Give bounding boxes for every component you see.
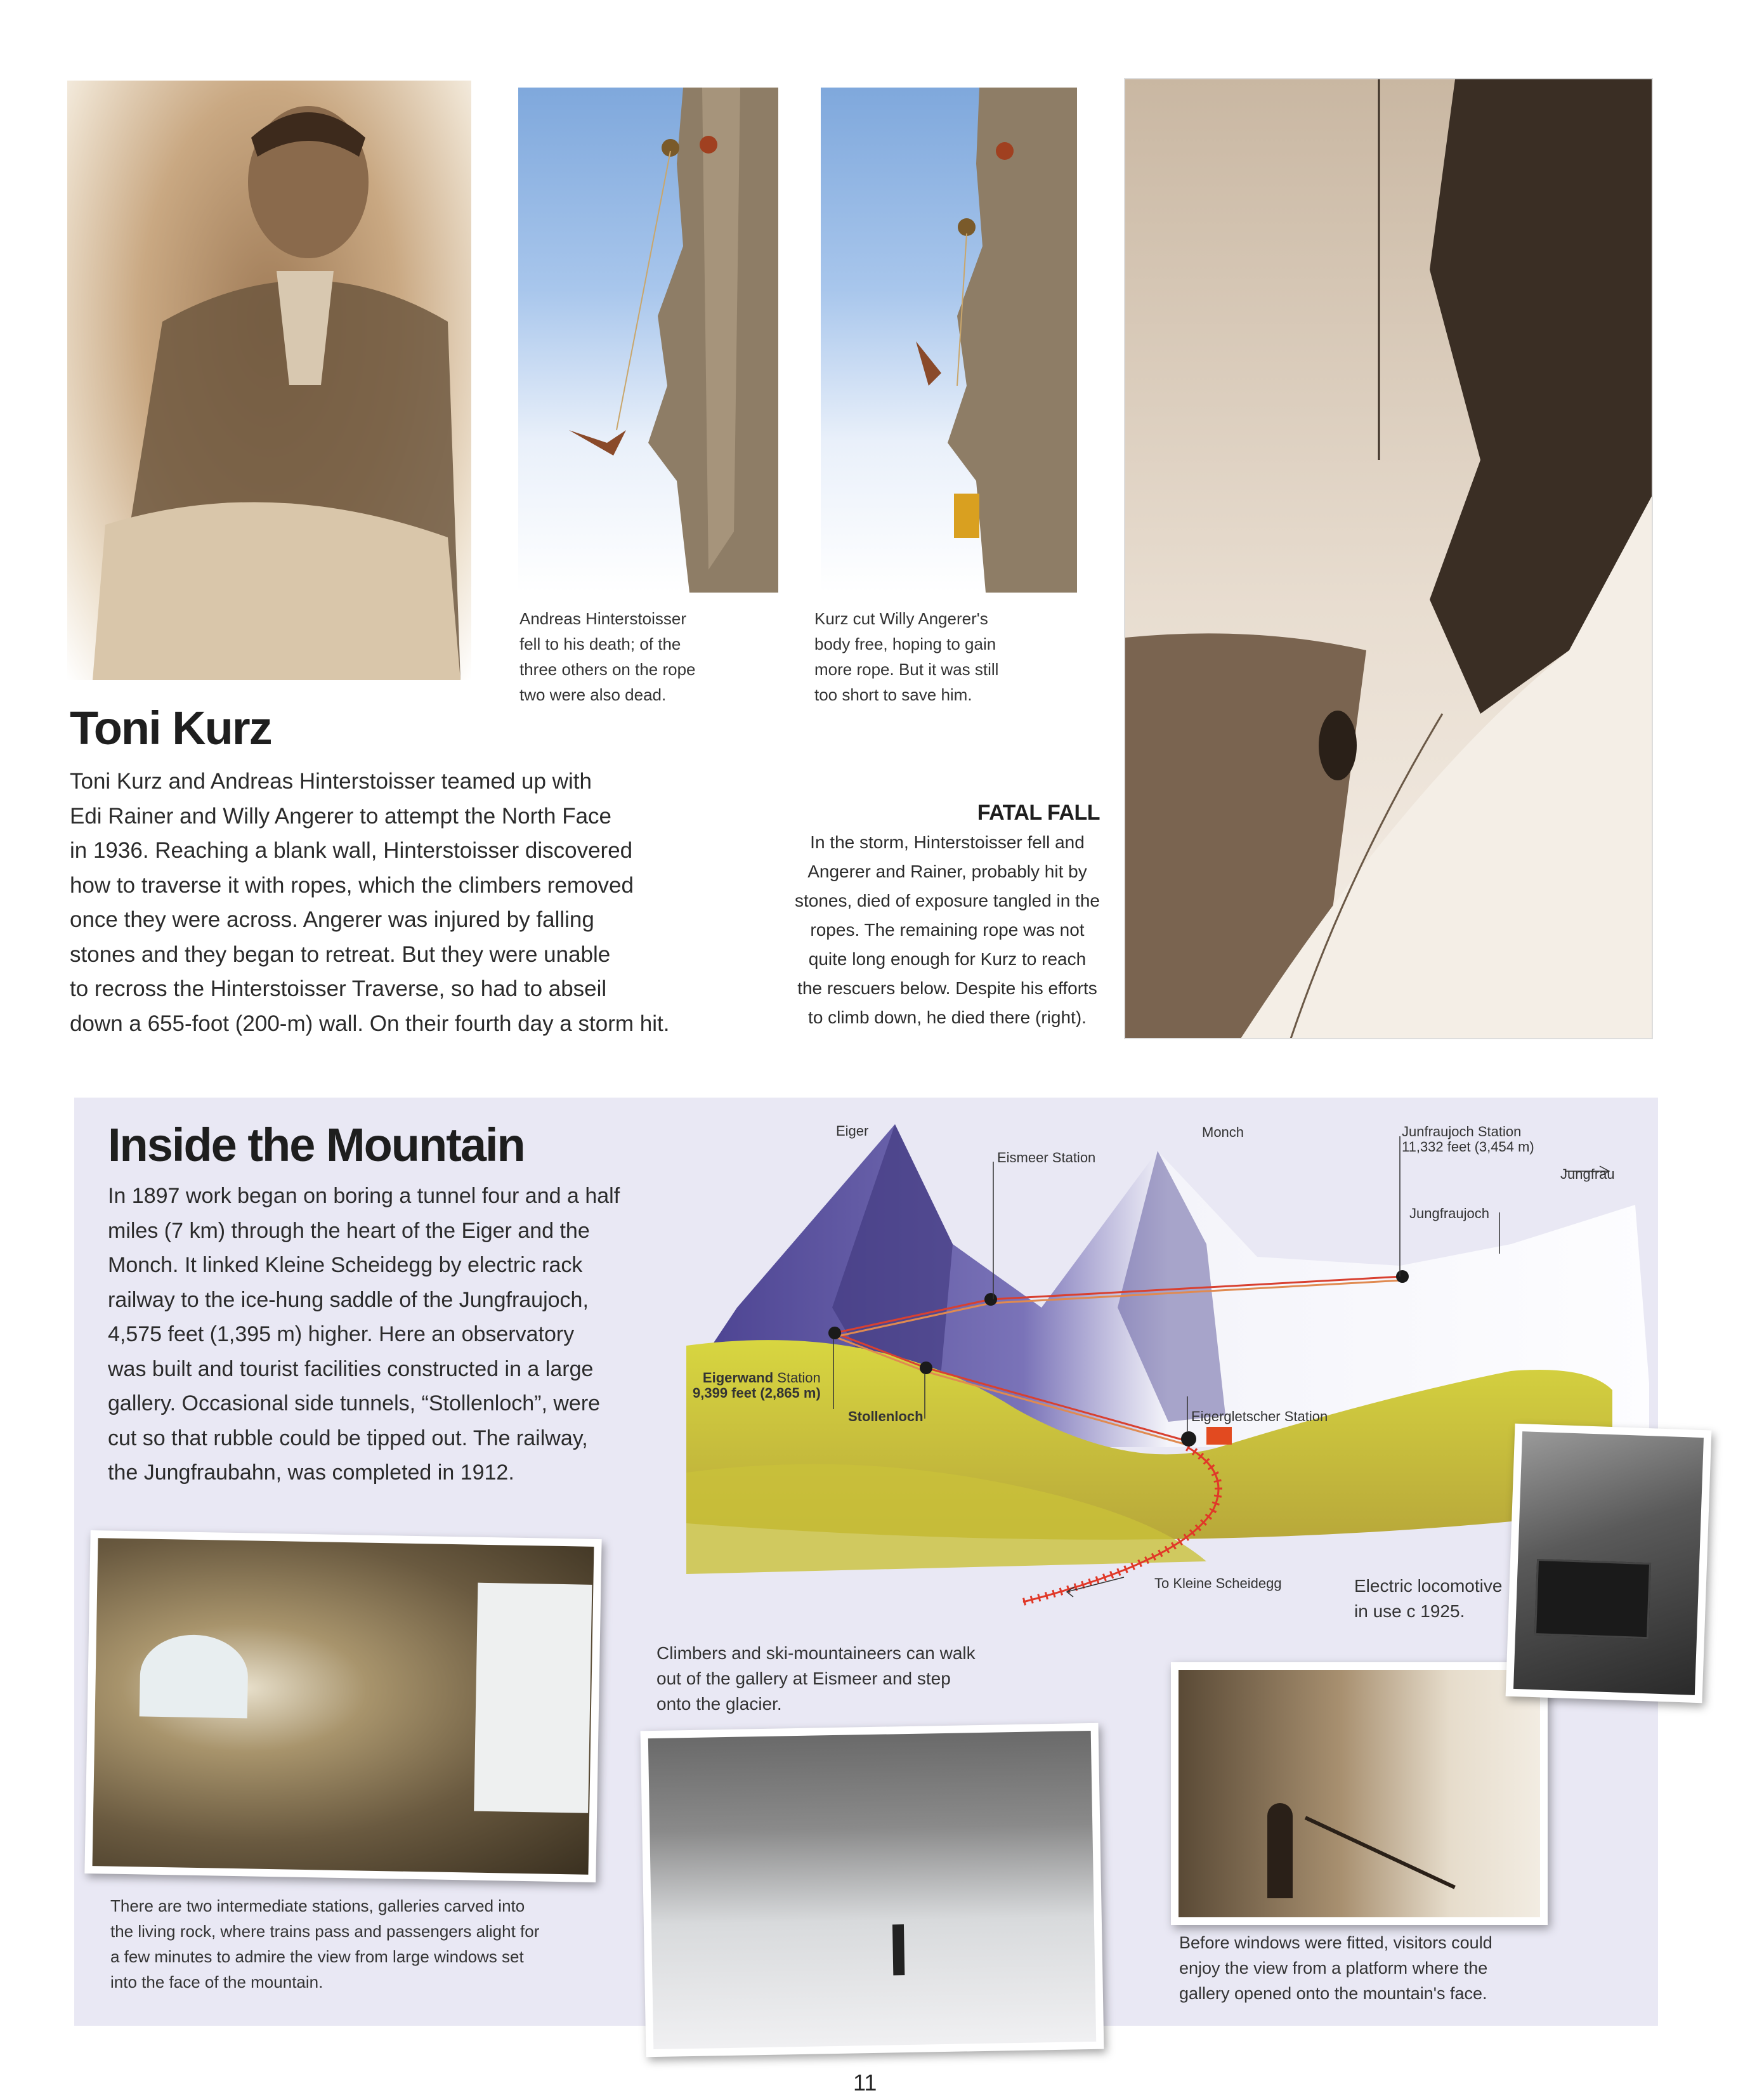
text-line: gallery. Occasional side tunnels, “Stollenloch”, were bbox=[108, 1391, 601, 1415]
text-line: ropes. The remaining rope was not bbox=[810, 920, 1085, 940]
hinterstoisser-fall-illustration bbox=[518, 88, 778, 593]
text-line: stones, died of exposure tangled in the bbox=[794, 891, 1100, 910]
toni-kurz-body bbox=[70, 765, 669, 1041]
text-line: was built and tourist facilities constructed in a large bbox=[108, 1356, 594, 1381]
text-line: too short to save him. bbox=[814, 685, 972, 704]
tunnel-gallery-photo bbox=[84, 1530, 601, 1882]
label-eiger: Eiger bbox=[836, 1123, 869, 1139]
label-to-kleine-scheidegg: To Kleine Scheidegg bbox=[1154, 1575, 1282, 1591]
text-line: a few minutes to admire the view from large windows set bbox=[110, 1947, 524, 1966]
text-line: Kurz cut Willy Angerer's bbox=[814, 609, 988, 628]
text-line: to climb down, he died there (right). bbox=[808, 1007, 1087, 1027]
jungfraubahn-diagram bbox=[686, 1117, 1649, 1615]
text-line: miles (7 km) through the heart of the Eiger and the bbox=[108, 1218, 590, 1243]
text-line: once they were across. Angerer was injured by falling bbox=[70, 907, 594, 932]
label-eigerwand-station-word: Station bbox=[777, 1370, 821, 1386]
label-jungfraujoch-station-altitude: 11,332 feet (3,454 m) bbox=[1402, 1139, 1534, 1155]
text-line: quite long enough for Kurz to reach bbox=[808, 949, 1087, 969]
text-line: Toni Kurz and Andreas Hinterstoisser teamed up with bbox=[70, 769, 592, 794]
text-line: Angerer and Rainer, probably hit by bbox=[807, 862, 1087, 881]
eigergletscher-station-building bbox=[1206, 1427, 1232, 1445]
text-line: Electric locomotive bbox=[1354, 1576, 1503, 1596]
fatal-fall-heading: FATAL FALL bbox=[977, 801, 1100, 825]
text-line: two were also dead. bbox=[519, 685, 667, 704]
text-line: in 1936. Reaching a blank wall, Hinterstoisser discovered bbox=[70, 838, 633, 863]
text-line: Edi Rainer and Willy Angerer to attempt the North Face bbox=[70, 803, 612, 829]
fatal-fall-sidebar bbox=[795, 801, 1100, 1032]
label-monch: Monch bbox=[1202, 1124, 1244, 1140]
label-eigerwand-station bbox=[693, 1370, 821, 1401]
label-stollenloch: Stollenloch bbox=[848, 1408, 924, 1424]
text-line: Monch. It linked Kleine Scheidegg by electric rack bbox=[108, 1253, 583, 1277]
caption-electric-locomotive bbox=[1354, 1573, 1502, 1624]
station-dot-eigerwand bbox=[828, 1327, 841, 1339]
label-eigergletscher-station: Eigergletscher Station bbox=[1191, 1408, 1328, 1424]
kurz-cuts-rope-illustration bbox=[821, 88, 1077, 593]
page-number: 11 bbox=[853, 2070, 877, 2096]
text-line: stones and they began to retreat. But they were unable bbox=[70, 942, 611, 967]
text-line: the Jungfraubahn, was completed in 1912. bbox=[108, 1460, 514, 1485]
caption-viewing-platform bbox=[1179, 1930, 1492, 2006]
text-line: down a 655-foot (200-m) wall. On their fourth day a storm hit. bbox=[70, 1011, 670, 1036]
text-line: There are two intermediate stations, galleries carved into bbox=[110, 1896, 525, 1915]
text-line: body free, hoping to gain bbox=[814, 634, 996, 653]
text-line: cut so that rubble could be tipped out. The railway, bbox=[108, 1426, 588, 1450]
electric-locomotive-photo bbox=[1506, 1424, 1712, 1703]
text-line: Climbers and ski-mountaineers can walk bbox=[656, 1643, 976, 1663]
text-line: the living rock, where trains pass and passengers alight for bbox=[110, 1922, 540, 1941]
station-dot-stollenloch bbox=[920, 1362, 932, 1374]
text-line: how to traverse it with ropes, which the climbers removed bbox=[70, 872, 634, 898]
caption-glacier bbox=[656, 1641, 976, 1717]
label-jungfraujoch-station-name: Junfraujoch Station bbox=[1402, 1124, 1522, 1139]
station-dot-eismeer bbox=[984, 1293, 997, 1306]
label-eismeer-station: Eismeer Station bbox=[997, 1150, 1096, 1165]
station-dot-eigergletscher bbox=[1181, 1431, 1196, 1447]
text-line: fell to his death; of the bbox=[519, 634, 681, 653]
text-line: in use c 1925. bbox=[1354, 1601, 1465, 1621]
text-line: more rope. But it was still bbox=[814, 660, 999, 679]
caption-intermediate-stations bbox=[110, 1893, 539, 1995]
toni-kurz-title: Toni Kurz bbox=[70, 702, 271, 754]
text-line: gallery opened onto the mountain's face. bbox=[1179, 1984, 1487, 2003]
label-jungfrau: Jungfrau bbox=[1560, 1166, 1615, 1182]
text-line: to recross the Hinterstoisser Traverse, so had to abseil bbox=[70, 976, 607, 1001]
glacier-climber-photo bbox=[641, 1723, 1104, 2057]
text-line: In the storm, Hinterstoisser fell and bbox=[810, 832, 1085, 852]
text-line: into the face of the mountain. bbox=[110, 1972, 323, 1992]
kurz-hanging-photo bbox=[1124, 78, 1653, 1039]
text-line: enjoy the view from a platform where the bbox=[1179, 1959, 1488, 1978]
station-dot-jungfraujoch bbox=[1396, 1270, 1409, 1283]
text-line: Andreas Hinterstoisser bbox=[519, 609, 686, 628]
caption-kurz-cuts-rope bbox=[814, 606, 998, 707]
text-line: 4,575 feet (1,395 m) higher. Here an observatory bbox=[108, 1322, 575, 1346]
text-line: Before windows were fitted, visitors could bbox=[1179, 1933, 1492, 1952]
label-eigerwand-altitude: 9,399 feet (2,865 m) bbox=[693, 1385, 821, 1401]
label-jungfraujoch: Jungfraujoch bbox=[1409, 1205, 1489, 1221]
text-line: In 1897 work began on boring a tunnel four and a half bbox=[108, 1184, 620, 1208]
label-jungfraujoch-station bbox=[1402, 1124, 1534, 1155]
viewing-platform-photo bbox=[1171, 1662, 1548, 1925]
toni-kurz-portrait bbox=[67, 81, 471, 680]
fatal-fall-body bbox=[795, 828, 1100, 1032]
text-line: out of the gallery at Eismeer and step bbox=[656, 1669, 951, 1688]
label-eigerwand-name: Eigerwand bbox=[702, 1370, 774, 1386]
inside-mountain-title: Inside the Mountain bbox=[108, 1119, 525, 1171]
text-line: three others on the rope bbox=[519, 660, 696, 679]
caption-hinterstoisser-fall bbox=[519, 606, 696, 707]
inside-mountain-body bbox=[108, 1179, 620, 1490]
text-line: the rescuers below. Despite his efforts bbox=[797, 978, 1097, 998]
text-line: onto the glacier. bbox=[656, 1694, 782, 1714]
text-line: railway to the ice-hung saddle of the Jungfraujoch, bbox=[108, 1287, 589, 1312]
